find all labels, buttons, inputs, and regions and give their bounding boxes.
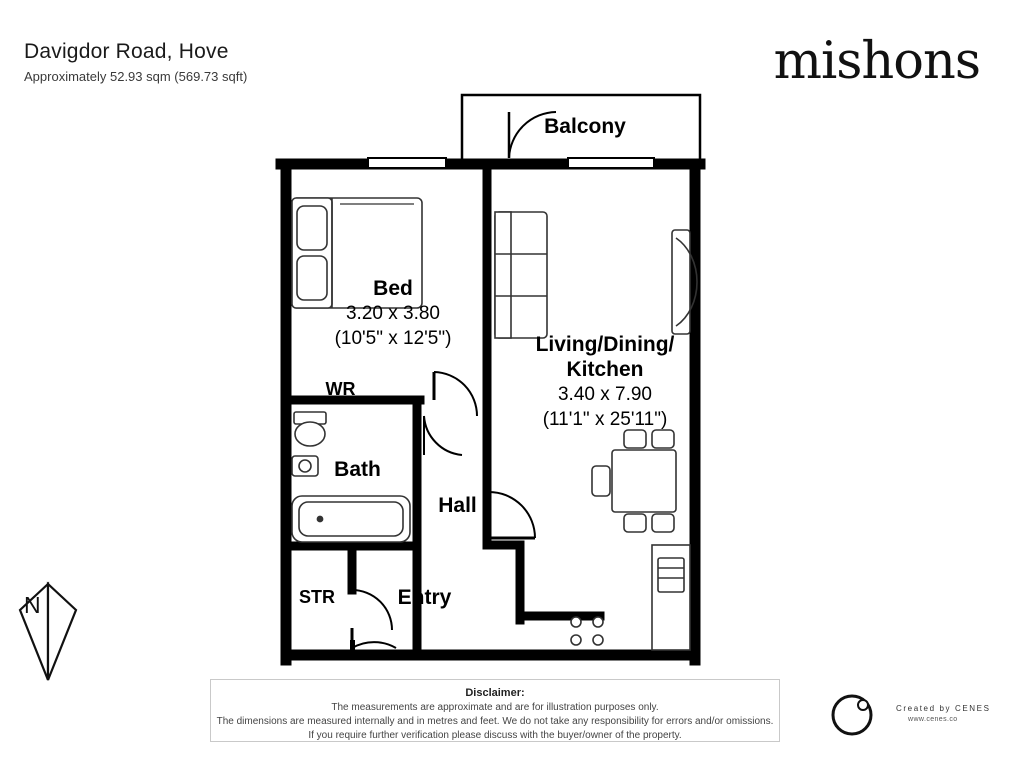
compass-rose-icon bbox=[10, 580, 90, 690]
disclaimer-line-2: The dimensions are measured internally and in metres and feet. We do not take any responsibility for errors and/or omissions. bbox=[216, 716, 774, 727]
disclaimer-line-3: If you require further verification please discuss with the buyer/owner of the property. bbox=[308, 730, 682, 741]
room-label-bath bbox=[300, 457, 415, 482]
living-dim-metric: 3.40 x 7.90 bbox=[557, 384, 653, 405]
room-label-living bbox=[490, 332, 720, 432]
compass-north-label: N bbox=[24, 592, 41, 618]
window-bedroom bbox=[368, 158, 446, 168]
room-label-balcony bbox=[490, 114, 680, 139]
cenes-logo-icon bbox=[822, 692, 882, 738]
hob-icon bbox=[571, 617, 603, 645]
door-bedroom bbox=[434, 372, 477, 416]
bed-dim-imperial: (10'5" x 12'5") bbox=[334, 328, 452, 349]
disclaimer-title: Disclaimer: bbox=[465, 687, 525, 699]
created-by-url: www.cenes.co bbox=[908, 716, 958, 723]
kitchen-units bbox=[571, 545, 690, 650]
bed-name: Bed bbox=[373, 277, 413, 300]
balcony-name: Balcony bbox=[544, 115, 626, 138]
hall-name: Hall bbox=[438, 494, 477, 517]
room-label-entry bbox=[372, 585, 477, 610]
disclaimer-line-1: The measurements are approximate and are for illustration purposes only. bbox=[331, 702, 659, 713]
disclaimer-box bbox=[210, 679, 780, 742]
created-by-credit bbox=[822, 692, 1002, 738]
dining-table bbox=[592, 430, 676, 532]
door-bath bbox=[417, 416, 462, 455]
created-by-text: Created by CENES bbox=[896, 704, 991, 713]
room-label-str bbox=[272, 585, 362, 610]
page-title: Davigdor Road, Hove bbox=[24, 40, 229, 63]
bath-name: Bath bbox=[334, 458, 381, 481]
living-dim-imperial: (11'1" x 25'11") bbox=[542, 409, 668, 430]
wr-name: WR bbox=[325, 379, 356, 399]
brand-logo: mishons bbox=[773, 32, 980, 91]
room-label-bed bbox=[268, 276, 518, 351]
living-name-line1: Living/Dining/ bbox=[535, 333, 675, 356]
entry-name: Entry bbox=[397, 586, 452, 609]
page-subtitle: Approximately 52.93 sqm (569.73 sqft) bbox=[24, 69, 248, 84]
bed-dim-metric: 3.20 x 3.80 bbox=[345, 303, 441, 324]
room-label-hall bbox=[410, 493, 505, 518]
room-label-wr bbox=[288, 377, 393, 402]
str-name: STR bbox=[299, 587, 335, 607]
living-name-line2: Kitchen bbox=[566, 358, 644, 381]
window-living bbox=[568, 158, 654, 168]
